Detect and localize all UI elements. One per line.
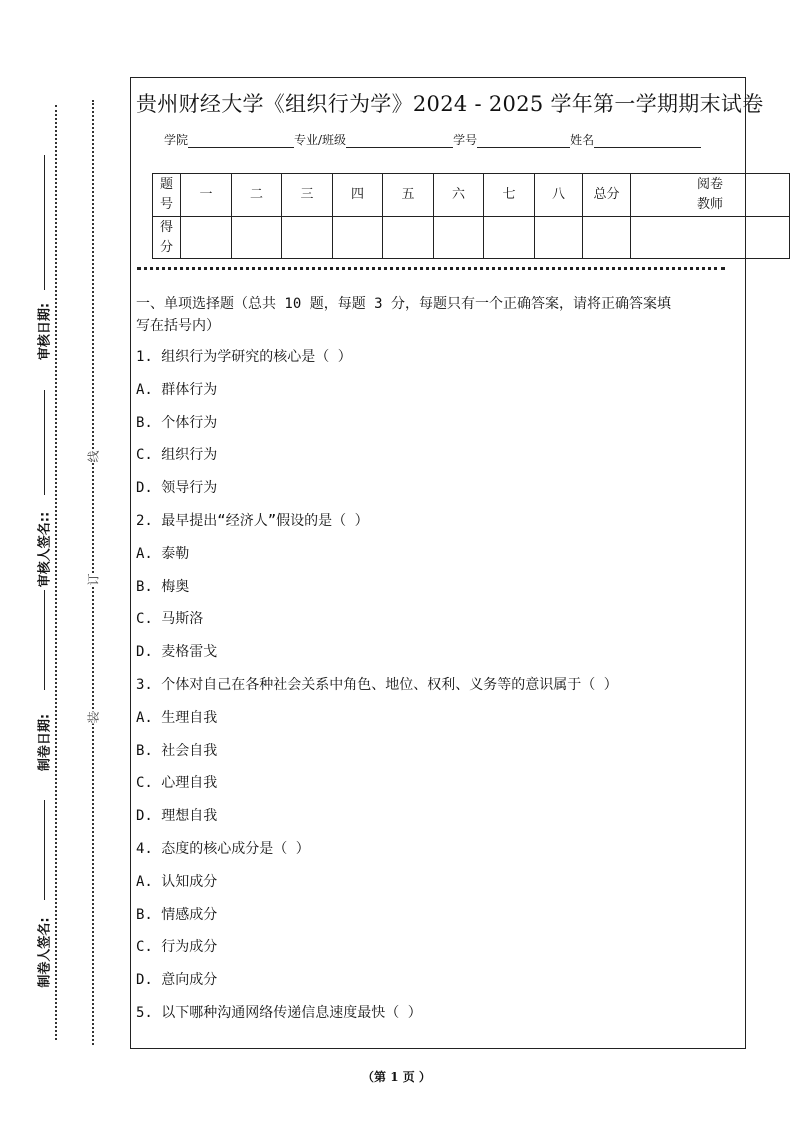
review-date-blank[interactable] bbox=[44, 155, 45, 290]
binding-dotted-line-outer bbox=[55, 105, 57, 1040]
header-cell: 一 bbox=[181, 174, 232, 217]
binding-char-mount: 装 bbox=[84, 711, 103, 723]
header-cell: 题 号 bbox=[153, 174, 181, 217]
section-heading: 一、单项选择题（总共 10 题，每题 3 分，每题只有一个正确答案，请将正确答案填 bbox=[136, 296, 671, 312]
score-cell[interactable] bbox=[535, 217, 583, 259]
question-3: 3. 个体对自己在各种社会关系中角色、地位、权利、义务等的意识属于（ ） bbox=[136, 677, 618, 693]
score-cell[interactable] bbox=[181, 217, 232, 259]
student-id-field[interactable] bbox=[477, 133, 570, 148]
question-1-option-c: C. 组织行为 bbox=[136, 447, 218, 464]
question-3-option-a: A. 生理自我 bbox=[136, 709, 218, 726]
question-4-option-c: C. 行为成分 bbox=[136, 939, 218, 956]
score-cell[interactable] bbox=[232, 217, 282, 259]
maker-sign-blank[interactable] bbox=[44, 800, 45, 900]
score-cell[interactable] bbox=[484, 217, 535, 259]
maker-sign-label: 制卷人签名: bbox=[37, 917, 53, 988]
binding-char-staple: 订 bbox=[84, 573, 103, 585]
question-4-option-d: D. 意向成分 bbox=[136, 972, 218, 989]
question-3-option-d: D. 理想自我 bbox=[136, 808, 218, 825]
question-3-option-b: B. 社会自我 bbox=[136, 742, 218, 759]
question-3-option-c: C. 心理自我 bbox=[136, 775, 218, 792]
student-id-label: 学号 bbox=[453, 133, 478, 147]
score-cell[interactable] bbox=[383, 217, 434, 259]
question-1-option-a: A. 群体行为 bbox=[136, 381, 218, 398]
header-cell: 八 bbox=[535, 174, 583, 217]
binding-char-line: 线 bbox=[84, 450, 103, 462]
header-cell: 三 bbox=[282, 174, 333, 217]
major-field[interactable] bbox=[346, 133, 453, 148]
major-label: 专业/班级 bbox=[294, 133, 347, 147]
question-4-option-b: B. 情感成分 bbox=[136, 906, 218, 923]
review-date-label: 审核日期: bbox=[37, 302, 53, 361]
row-label-cell: 得 分 bbox=[153, 217, 181, 259]
reviewer-sign-blank[interactable] bbox=[44, 390, 45, 495]
question-1-option-b: B. 个体行为 bbox=[136, 414, 218, 431]
name-field[interactable] bbox=[594, 133, 701, 148]
page-number: （第 1 页 ） bbox=[362, 1070, 431, 1084]
name-label: 姓名 bbox=[570, 133, 595, 147]
header-cell: 五 bbox=[383, 174, 434, 217]
score-cell[interactable] bbox=[583, 217, 631, 259]
question-4-option-a: A. 认知成分 bbox=[136, 873, 218, 890]
dotted-separator bbox=[137, 267, 725, 270]
make-date-blank[interactable] bbox=[44, 590, 45, 690]
college-label: 学院 bbox=[164, 133, 189, 147]
score-cell[interactable] bbox=[282, 217, 333, 259]
question-1: 1. 组织行为学研究的核心是（ ） bbox=[136, 349, 352, 365]
question-2-option-d: D. 麦格雷戈 bbox=[136, 644, 218, 661]
question-2-option-a: A. 泰勒 bbox=[136, 545, 190, 562]
header-cell: 七 bbox=[484, 174, 535, 217]
exam-title: 贵州财经大学《组织行为学》2024 - 2025 学年第一学期期末试卷 bbox=[136, 92, 764, 116]
question-5: 5. 以下哪种沟通网络传递信息速度最快（ ） bbox=[136, 1005, 422, 1021]
question-4: 4. 态度的核心成分是（ ） bbox=[136, 841, 310, 857]
question-2-option-c: C. 马斯洛 bbox=[136, 611, 204, 628]
question-2-option-b: B. 梅奥 bbox=[136, 578, 190, 595]
score-cell[interactable] bbox=[434, 217, 484, 259]
score-table-header-row bbox=[153, 174, 790, 217]
header-cell: 六 bbox=[434, 174, 484, 217]
score-cell[interactable] bbox=[631, 217, 790, 259]
header-cell: 四 bbox=[333, 174, 383, 217]
header-cell: 二 bbox=[232, 174, 282, 217]
score-table bbox=[152, 173, 790, 259]
reviewer-sign-label: 审核人签名:: bbox=[37, 511, 53, 588]
section-heading-cont: 写在括号内） bbox=[136, 318, 220, 334]
header-cell: 总分 bbox=[583, 174, 631, 217]
header-cell: 阅卷 教师 bbox=[631, 174, 790, 217]
make-date-label: 制卷日期: bbox=[37, 713, 53, 772]
student-info-line bbox=[164, 131, 701, 148]
question-2: 2. 最早提出“经济人”假设的是（ ） bbox=[136, 513, 369, 529]
score-table-score-row bbox=[153, 217, 790, 259]
question-1-option-d: D. 领导行为 bbox=[136, 480, 218, 497]
college-field[interactable] bbox=[188, 133, 294, 148]
score-cell[interactable] bbox=[333, 217, 383, 259]
